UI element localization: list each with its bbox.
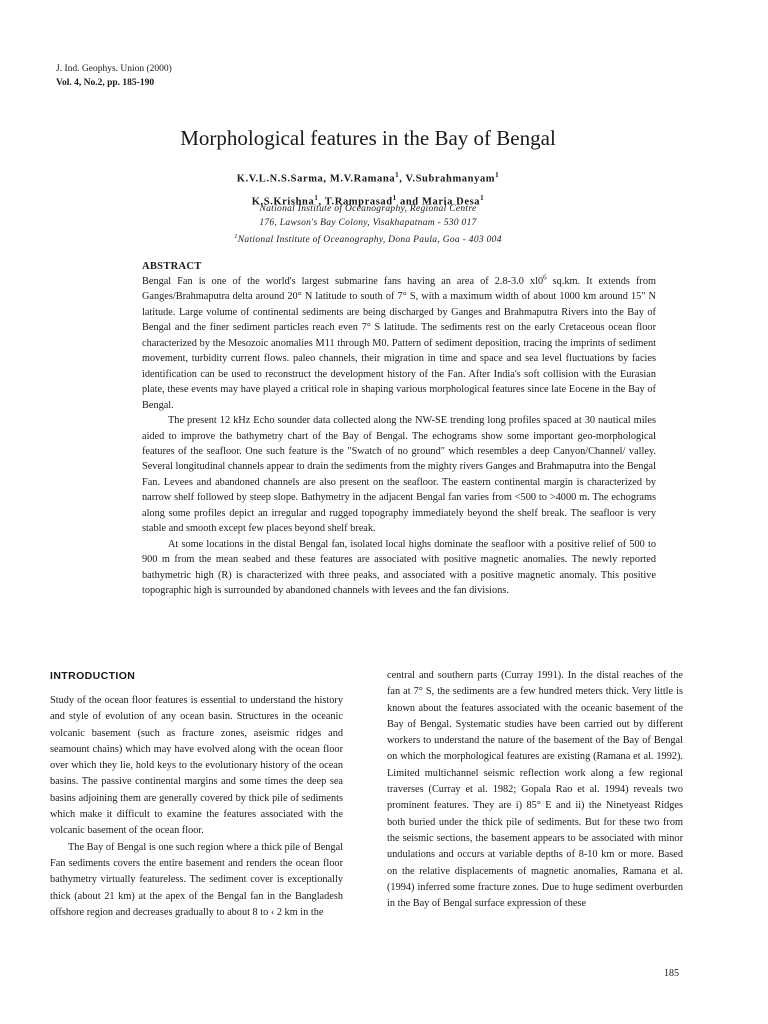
paper-title: Morphological features in the Bay of Bengal xyxy=(180,126,556,150)
right-column xyxy=(387,668,683,912)
abstract-heading: ABSTRACT xyxy=(142,261,202,272)
journal-citation: J. Ind. Geophys. Union (2000) xyxy=(56,64,172,74)
abstract-paragraph-1 xyxy=(142,274,656,413)
author-names: , T.Ramprasad xyxy=(318,196,393,207)
introduction-heading: INTRODUCTION xyxy=(50,670,136,682)
affiliations xyxy=(0,202,736,247)
abstract-paragraph-3: At some locations in the distal Bengal fan, isolated local highs dominate the seafloor with a positive relief of 500 to 900 m from the mean seabed and these features are associated with positive magnetic anomalies. The newly reported bathymetric high (R) is characterized with three peaks, and associated with a positive magnetic anomaly. This positive topographic high is surrounded by abandoned channels with levees and the fan divisions. xyxy=(142,538,656,597)
abstract-paragraph-2: The present 12 kHz Echo sounder data collected along the NW-SE trending long profiles spaced at 30 nautical miles aided to improve the bathymetry chart of the Bay of Bengal. The echograms show some important geo-morphological features of the seafloor. One such feature is the "Swatch of no ground" which resembles a deep Canyon/Channel/ valley. Several longitudinal channels appear to drain the sediments from the mighty rivers Ganges and Brahmaputra into the Bengal Fan. Levees and abandoned channels are also present on the seafloor. The eastern continental margin is characterized by narrow shelf followed by steep slope. Bathymetry in the adjacent Bengal fan varies from <500 to >4000 m. The echograms along some profiles depict an irregular and rugged topography immediately beyond the shelf break. The seafloor is very stable and smooth except few places beyond shelf break. xyxy=(142,415,656,535)
author-affil-mark: 1 xyxy=(314,193,319,202)
author-names: and Maria Desa xyxy=(396,196,481,207)
volume-issue: Vol. 4, No.2, pp. 185-190 xyxy=(56,78,155,88)
intro-continued-paragraph: central and southern parts (Curray 1991). In the distal reaches of the fan at 7° S, the sediments are a few hundred meters thick. Very little is known about the features associated with the oceanic basement of the Bay of Bengal. Systematic studies have been carried out by different workers to understand the nature of the basement of the Bay of Bengal on which the morphological features are existing (Ramana et al. 1992). Limited multichannel seismic reflection work along a few regional traverses (Curray et al. 1982; Gopala Rao et al. 1994) reveals two prominent features. They are i) 85° E and ii) the Ninetyeast Ridges both buried under the thick pile of sediments. But for these two from the seismic sections, the basement appears to be associated with minor undulations and occurs at variable depths of 8-10 km or more. Based on the relative displacements of magnetic anomalies, Ramana et al. (1994) inferred some fracture zones. Due to huge sediment overburden in the Bay of Bengal surface expression of these xyxy=(387,670,683,910)
affiliation-mark: 1 xyxy=(234,233,238,240)
author-affil-mark: 1 xyxy=(392,193,397,202)
author-names: K.S.Krishna xyxy=(251,196,315,207)
author-affil-mark: 1 xyxy=(495,171,500,179)
author-names: K.V.L.N.S.Sarma, M.V.Ramana xyxy=(236,173,396,185)
author-line-1 xyxy=(0,166,736,189)
affiliation-line-1: National Institute of Oceanography, Regional Centre xyxy=(259,204,477,214)
page-number: 185 xyxy=(664,968,679,979)
affiliation-line-2: 176, Lawson's Bay Colony, Visakhapatnam - 530 017 xyxy=(259,218,477,228)
journal-header xyxy=(56,62,172,90)
author-affil-mark: 1 xyxy=(395,171,400,179)
abstract-text: sq.km. It extends from Ganges/Brahmaputra delta around 20° N latitude to south of 7° S, with a maximum width of about 1000 km around 15" N latitude. Large volume of continental sediments are being discharged by Ganges and Brahmaputra Rivers into the Bay of Bengal and the finer sediment particles reach even 7° S latitude. The sediments rest on the early Cretaceous ocean floor characterized by the Mesozoic anomalies M11 through M0. Pattern of sediment deposition, tracing the imprints of sediment movement, turbidity current flows. paleo channels, their migration in time and space and sea level fluctuations by facies identification can be used to reconstruct the development history of the Fan. After India's soft collision with the Eurasian plate, these events may have played a critical role in shaping various morphological features since late Eocene in the Bay of Bengal. xyxy=(142,276,656,411)
intro-paragraph-1: Study of the ocean floor features is essential to understand the history and style of evolution of any ocean basin. Structures in the oceanic volcanic basement (such as fracture zones, aseismic ridges and seamount chains) which may have evolved along with the ocean floor over which they lie, hold keys to the evolutionary history of the ocean basins. The passive continental margins and some times the deep sea basins adjoining them are generally covered by thick pile of sediments which make it difficult to examine the features associated with the volcanic basement of the ocean floor. xyxy=(50,695,343,837)
affiliation-text: National Institute of Oceanography, Dona Paula, Goa - 403 004 xyxy=(237,235,502,246)
exponent: 6 xyxy=(543,273,547,282)
intro-paragraph-2: The Bay of Bengal is one such region where a thick pile of Bengal Fan sediments covers the entire basement and renders the ocean floor bathymetry virtually featureless. The sediment cover is exceptionally thick (about 21 km) at the apex of the Bengal fan in the Bangladesh offshore region and decreases gradually to about 8 to ‹ 2 km in the xyxy=(50,841,343,918)
abstract-text: Bengal Fan is one of the world's largest submarine fans having an area of 2.8-3.0 xl0 xyxy=(142,276,544,287)
left-column xyxy=(50,668,343,921)
author-names: , V.Subrahmanyam xyxy=(399,173,496,185)
affiliation-line-3 xyxy=(0,230,736,247)
abstract-section xyxy=(142,259,656,599)
author-affil-mark: 1 xyxy=(480,193,485,202)
